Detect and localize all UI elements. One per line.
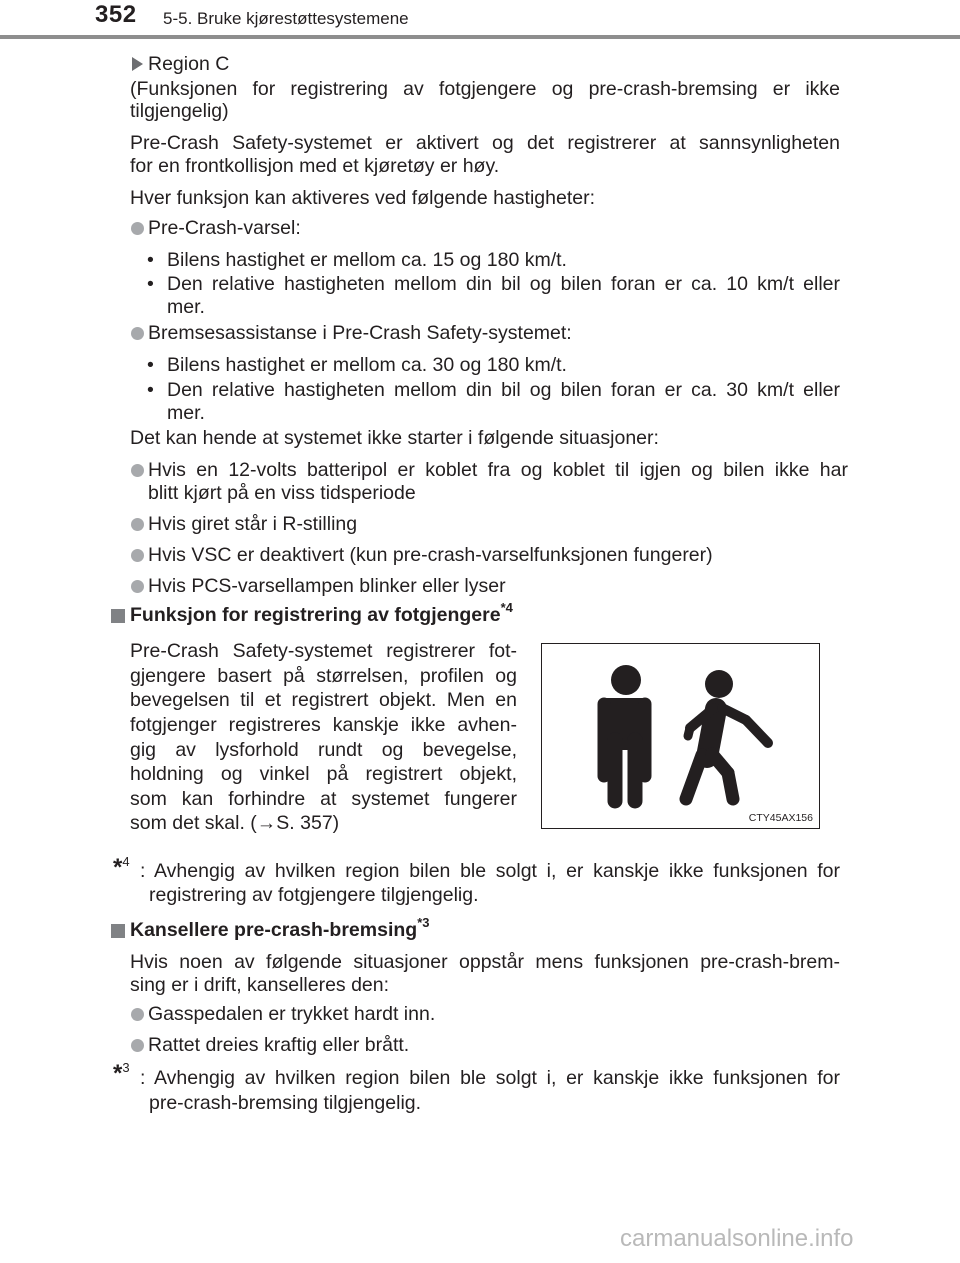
- warning-speed-range: Bilens hastighet er mellom ca. 15 og 180 km/t.: [167, 249, 567, 271]
- warning-relative-speed-line2: mer.: [167, 296, 205, 318]
- cancel-heading-text: Kansellere pre-crash-bremsing: [130, 919, 418, 941]
- footnote-number: 4: [122, 854, 130, 869]
- bullet-mark: •: [147, 273, 154, 295]
- region-desc-line2: tilgjengelig): [130, 100, 229, 122]
- bullet-mark: •: [147, 354, 154, 376]
- pedestrian-figure: [541, 643, 820, 829]
- region-desc-line1: (Funksjonen for registrering av fotgjengere og pre-crash-bremsing er ikke: [130, 78, 840, 100]
- bullet-dot-icon: [131, 327, 144, 340]
- footnote-3-line2: pre-crash-bremsing tilgjengelig.: [149, 1092, 422, 1114]
- pedestrian-line: gig av lysforhold rundt og bevegelse,: [130, 739, 517, 761]
- not-start-intro: Det kan hende at systemet ikke starter i følgende situasjoner:: [130, 427, 659, 449]
- pedestrian-line: gjengere basert på størrelsen, profilen og: [130, 665, 517, 687]
- not-start-item-reverse: Hvis giret står i R-stilling: [148, 513, 358, 535]
- cancel-line1: Hvis noen av følgende situasjoner oppstår mens funksjonen pre-crash-brem-: [130, 951, 840, 973]
- bullet-dot-icon: [131, 464, 144, 477]
- heading-square-icon: [111, 609, 125, 623]
- pedestrian-page-reference: [130, 811, 339, 836]
- watermark: carmanualsonline.info: [620, 1225, 854, 1252]
- warning-relative-speed-line1: Den relative hastigheten mellom din bil og bilen foran er ca. 10 km/t eller: [167, 273, 840, 295]
- bullet-dot-icon: [131, 549, 144, 562]
- not-start-item-battery-line2: blitt kjørt på en viss tidsperiode: [148, 482, 416, 504]
- brake-assist-relative-speed-line1: Den relative hastigheten mellom din bil og bilen foran er ca. 30 km/t eller: [167, 379, 840, 401]
- cancel-heading-footnote-ref: *3: [417, 915, 430, 930]
- bullet-dot-icon: [131, 222, 144, 235]
- pedestrian-line: som kan forhindre at systemet fungerer: [130, 788, 517, 810]
- heading-square-icon: [111, 924, 125, 938]
- cancel-item-steering: Rattet dreies kraftig eller brått.: [148, 1034, 410, 1056]
- pedestrian-ref-text: som det skal. (: [130, 812, 257, 834]
- triangle-bullet-icon: [132, 57, 143, 71]
- footnote-number: 3: [122, 1060, 130, 1075]
- not-start-item-battery-line1: Hvis en 12-volts batteripol er koblet fra og koblet til igjen og bilen ikke har: [148, 459, 848, 481]
- brake-assist-relative-speed-line2: mer.: [167, 402, 205, 424]
- footnote-4-marker: [113, 855, 130, 883]
- bullet-dot-icon: [131, 1039, 144, 1052]
- region-title: Region C: [148, 53, 230, 75]
- bullet-dot-icon: [131, 580, 144, 593]
- section-title: 5-5. Bruke kjørestøttesystemene: [163, 9, 409, 28]
- footnote-4-line2: registrering av fotgjengere tilgjengelig.: [149, 884, 479, 906]
- bullet-dot-icon: [131, 518, 144, 531]
- not-start-item-pcs-lamp: Hvis PCS-varsellampen blinker eller lyser: [148, 575, 506, 597]
- footnote-star: *: [113, 854, 123, 881]
- not-start-item-vsc: Hvis VSC er deaktivert (kun pre-crash-varselfunksjonen fungerer): [148, 544, 713, 566]
- speeds-intro: Hver funksjon kan aktiveres ved følgende hastigheter:: [130, 187, 596, 209]
- page-reference-link[interactable]: S. 357): [276, 812, 340, 834]
- bullet-mark: •: [147, 249, 154, 271]
- brake-assist-title: Bremsesassistanse i Pre-Crash Safety-systemet:: [148, 322, 572, 344]
- bullet-mark: •: [147, 379, 154, 401]
- arrow-right-icon: →: [256, 812, 277, 834]
- pedestrian-heading-text: Funksjon for registrering av fotgjengere: [130, 604, 501, 626]
- pedestrian-heading: [130, 600, 513, 629]
- footnote-4-line1: : Avhengig av hvilken region bilen ble solgt i, er kanskje ikke funksjonen for: [140, 860, 840, 882]
- brake-assist-speed-range: Bilens hastighet er mellom ca. 30 og 180 km/t.: [167, 354, 567, 376]
- footnote-3-marker: [113, 1061, 130, 1089]
- header-rule: [0, 35, 960, 39]
- pedestrian-line: fotgjenger registreres kanskje ikke avhen-: [130, 714, 517, 736]
- cancel-heading: [130, 915, 430, 944]
- pedestrian-line: bevegelsen til et registrert objekt. Men en: [130, 689, 517, 711]
- pedestrian-line: Pre-Crash Safety-systemet registrerer fot-: [130, 640, 517, 662]
- figure-code: CTY45AX156: [748, 812, 813, 824]
- footnote-star: *: [113, 1060, 123, 1087]
- pedestrian-silhouettes-icon: [542, 644, 819, 828]
- footnote-3-line1: : Avhengig av hvilken region bilen ble solgt i, er kanskje ikke funksjonen for: [140, 1067, 840, 1089]
- pedestrian-heading-footnote-ref: *4: [500, 600, 513, 615]
- intro-line1: Pre-Crash Safety-systemet er aktivert og det registrerer at sannsynligheten: [130, 132, 840, 154]
- intro-line2: for en frontkollisjon med et kjøretøy er høy.: [130, 155, 500, 177]
- bullet-dot-icon: [131, 1008, 144, 1021]
- pedestrian-line: holdning og vinkel på registrert objekt,: [130, 763, 517, 785]
- cancel-line2: sing er i drift, kanselleres den:: [130, 974, 390, 996]
- cancel-item-accelerator: Gasspedalen er trykket hardt inn.: [148, 1003, 436, 1025]
- page-number: 352: [95, 1, 137, 28]
- warning-title: Pre-Crash-varsel:: [148, 217, 301, 239]
